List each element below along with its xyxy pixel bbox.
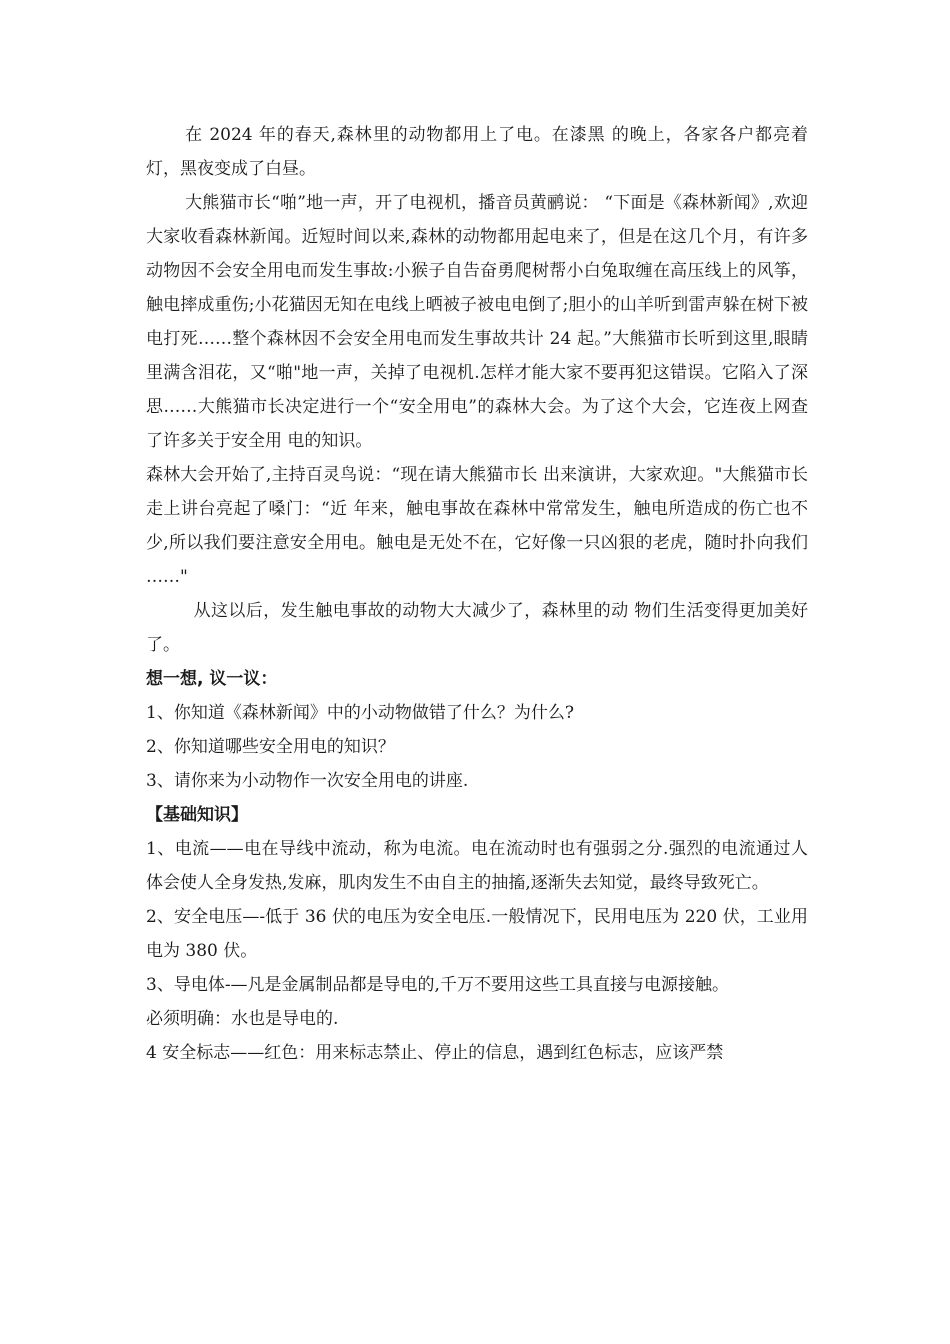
document-page	[146, 118, 808, 1070]
story-paragraph-4: 从这以后，发生触电事故的动物大大减少了，森林里的动 物们生活变得更加美好了。	[146, 601, 808, 655]
story-paragraph-1: 在 2024 年的春天,森林里的动物都用上了电。在漆黑 的晚上，各家各户都亮着灯，黑夜变成了白昼。	[146, 125, 808, 179]
story-paragraph-2: 大熊猫市长“啪”地一声，开了电视机，播音员黄鹂说： “下面是《森林新闻》,欢迎大家收看森林新闻。近短时间以来,森林的动物都用起电来了，但是在这几个月，有许多动物因不会安全用电而发生事故:小猴子自告奋勇爬树帮小白兔取缠在高压线上的风筝，触电摔成重伤;小花猫因无知在电线上晒被子被电电倒了;胆小的山羊听到雷声躲在树下被电打死……整个森林因不会安全用电而发生事故共计 24 起。”大熊猫市长听到这里,眼睛里满含泪花，又“啪"地一声，关掉了电视机.怎样才能大家不要再犯这错误。它陷入了深思……大熊猫市长决定进行一个“安全用电”的森林大会。为了这个大会，它连夜上网查了许多关于安全用 电的知识。	[146, 193, 808, 451]
knowledge-safety-sign: 4 安全标志——红色：用来标志禁止、停止的信息，遇到红色标志，应该严禁	[146, 1043, 724, 1063]
knowledge-water-conductor: 必须明确：水也是导电的.	[146, 1009, 339, 1029]
knowledge-safe-voltage: 2、安全电压—-低于 36 伏的电压为安全电压.一般情况下，民用电压为 220 伏，工业用电为 380 伏。	[146, 907, 808, 961]
question-3: 3、请你来为小动物作一次安全用电的讲座.	[146, 771, 469, 791]
think-heading: 想一想, 议一议：	[146, 669, 278, 689]
basics-heading: 【基础知识】	[146, 805, 248, 825]
story-paragraph-3: 森林大会开始了,主持百灵鸟说：“现在请大熊猫市长 出来演讲，大家欢迎。"大熊猫市长走上讲台亮起了嗓门：“近 年来，触电事故在森林中常常发生，触电所造成的伤亡也不少,所以我们要注意安全用电。触电是无处不在，它好像一只凶狠的老虎，随时扑向我们 ……"	[146, 465, 808, 587]
knowledge-current: 1、电流——电在导线中流动，称为电流。电在流动时也有强弱之分.强烈的电流通过人体会使人全身发热,发麻，肌肉发生不由自主的抽搐,逐渐失去知觉，最终导致死亡。	[146, 839, 808, 893]
question-2: 2、你知道哪些安全用电的知识？	[146, 737, 395, 757]
question-1: 1、你知道《森林新闻》中的小动物做错了什么？为什么?	[146, 703, 574, 723]
knowledge-conductor: 3、导电体-—凡是金属制品都是导电的,千万不要用这些工具直接与电源接触。	[146, 975, 729, 995]
